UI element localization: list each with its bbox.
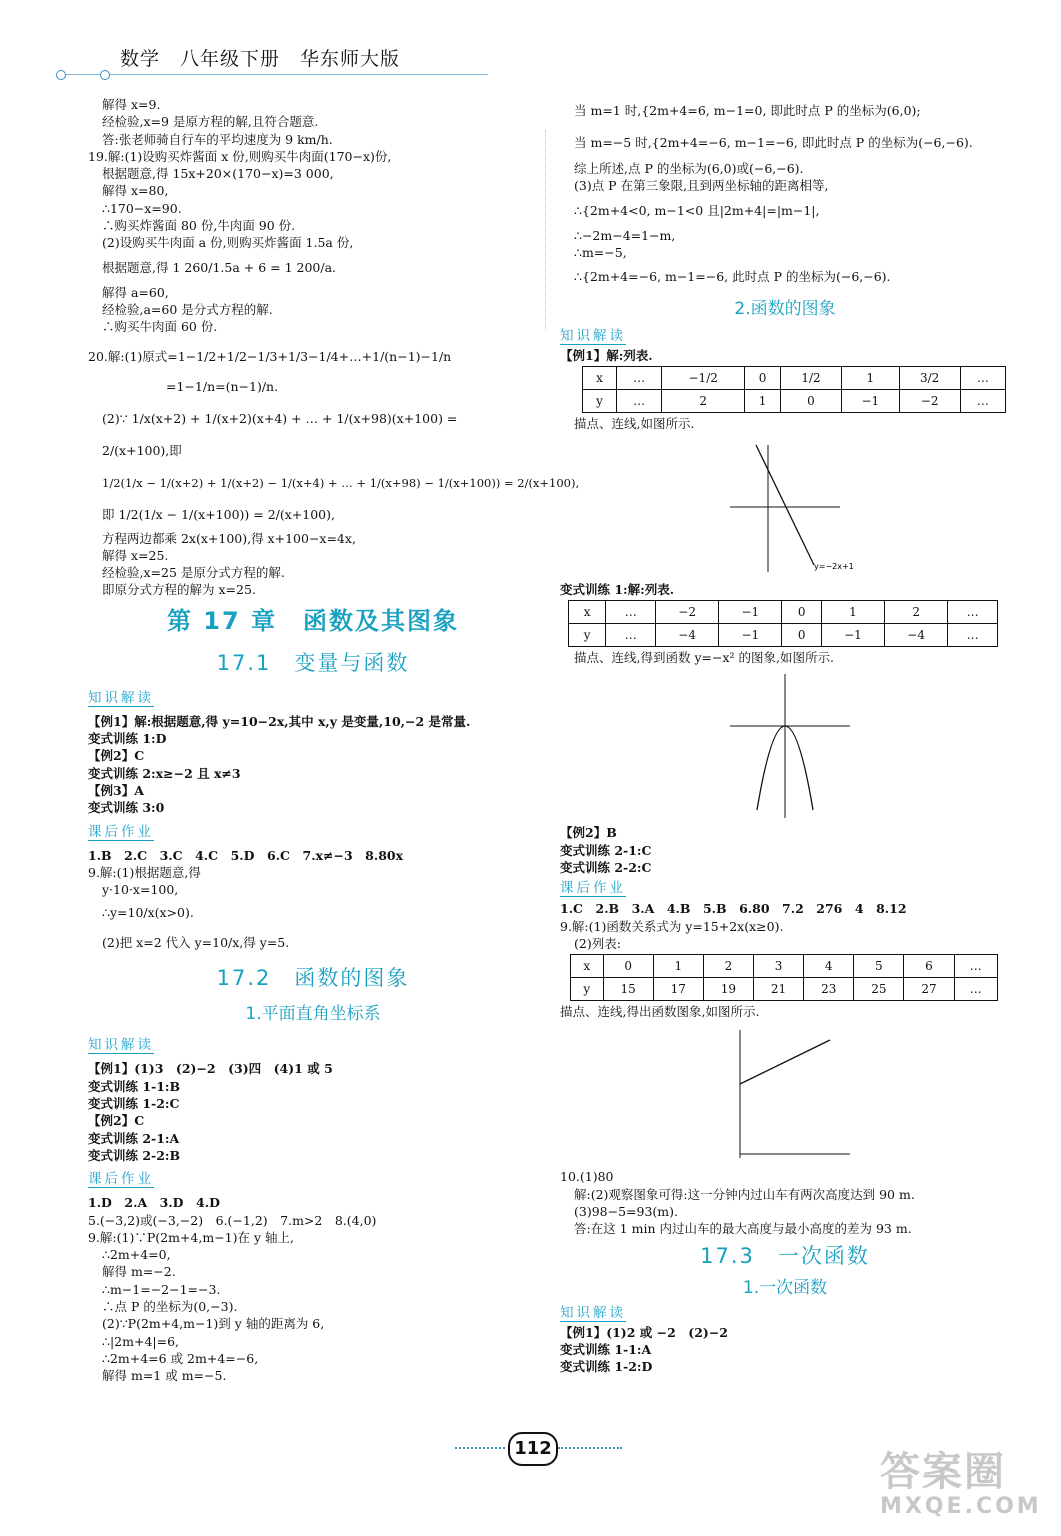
table-cell: −2 [656,601,719,624]
table-cell: … [617,390,662,413]
text-line: 变式训练 2-1:A [88,1130,180,1146]
table-row [569,601,998,624]
table-cell: y [569,624,606,647]
text-line: =1−1/n=(n−1)/n. [166,378,279,394]
text-line: 【例1】解:根据题意,得 y=10−2x,其中 x,y 是变量,10,−2 是常量. [88,713,471,729]
text-line: (2)∵P(2m+4,m−1)到 y 轴的距离为 6, [102,1316,325,1332]
text-line: 解得 m=1 或 m=−5. [102,1368,227,1384]
text-line: 9.解:(1)函数关系式为 y=15+2x(x≥0). [560,918,784,934]
text-line: 变式训练 2:x≥−2 且 x≠3 [88,765,241,781]
text-line: ∴2m+4=6 或 2m+4=−6, [102,1350,259,1366]
subsection-title: 1.平面直角坐标系 [245,1004,381,1025]
text-line: 描点、连线,如图所示. [574,416,695,432]
text-line: ∴{2m+4<0, m−1<0 且|2m+4|=|m−1|, [574,202,820,218]
text-line: 解得 a=60, [102,284,169,300]
watermark [880,1450,1050,1530]
homework-heading [88,817,538,847]
text-line: (3)98−5=93(m). [574,1204,678,1220]
q20 [88,342,580,599]
table-cell: … [960,367,1005,390]
text-line: (3)点 P 在第三象限,且到两坐标轴的距离相等, [574,178,829,194]
text-line: ∴购买牛肉面 60 份. [102,319,218,335]
s171-examples [88,713,538,817]
table-cell: 0 [782,601,821,624]
text-line: ∴点 P 的坐标为(0,−3). [102,1298,238,1314]
text-line: 即原分式方程的解为 x=25. [102,582,256,598]
knowledge-heading [88,683,538,713]
s172-examples [88,1060,538,1164]
page-header-title: 数学 八年级下册 华东师大版 [120,48,401,70]
knowledge-heading [560,1302,1010,1324]
table-cell: 1 [842,367,900,390]
text-line: 答:在这 1 min 内过山车的最大高度与最小高度的差为 93 m. [574,1221,912,1237]
table-row [571,978,998,1001]
text-line: 1/2(1/x − 1/(x+2) + 1/(x+2) − 1/(x+4) + … + 1/(x+98) − 1/(x+100)) = 2/(x+100), [102,475,580,490]
text-line: 1.D 2.A 3.D 4.D [88,1195,220,1211]
table-cell: −4 [656,624,719,647]
table-cell: 4 [804,955,854,978]
subsection-title: 2.函数的图象 [734,299,836,320]
table-cell: x [583,367,617,390]
table-row [569,624,998,647]
text-line: 【例2】C [88,1113,145,1129]
text-line: 描点、连线,得出函数图象,如图所示. [560,1004,760,1020]
table-cell: y [571,978,604,1001]
text-line: 变式训练 1-2:C [88,1096,180,1112]
table-cell: … [606,601,656,624]
table-cell: 2 [703,955,753,978]
text-line: 方程两边都乘 2x(x+100),得 x+100−x=4x, [102,530,356,546]
table-cell: 3/2 [899,367,960,390]
table-cell: y [583,390,617,413]
text-line: ∴170−x=90. [102,200,182,216]
table-row [571,955,998,978]
table-cell: 3 [754,955,804,978]
text-line: 解得 x=25. [102,547,169,563]
text-line: 1.C 2.B 3.A 4.B 5.B 6.80 7.2 276 4 8.12 [560,901,907,917]
table-cell: … [948,624,998,647]
text-line: y·10·x=100, [102,882,179,898]
table-cell: 5 [854,955,904,978]
text-line: 2/(x+100),即 [102,442,182,458]
text-line: 变式训练 1:解:列表. [560,581,675,597]
text-line: 变式训练 1-1:A [560,1341,652,1357]
text-line: 变式训练 2-1:C [560,842,652,858]
page-number: 112 [508,1432,558,1466]
table-cell: x [569,601,606,624]
table-cell: 17 [653,978,703,1001]
line-y-2x-1 [756,445,814,565]
heading-text: 知识解读 [88,1037,154,1054]
text-line: 即 1/2(1/x − 1/(x+100)) = 2/(x+100), [102,506,335,522]
heading-text: 课后作业 [88,1171,154,1188]
subsection-title: 1.一次函数 [742,1277,828,1298]
table-cell: 1 [821,601,884,624]
heading-text: 课后作业 [560,880,626,897]
table-cell: −1 [719,624,782,647]
table-cell: 1/2 [780,367,841,390]
table-row [583,367,1006,390]
table-cell: 0 [745,367,781,390]
text-line: 20.解:(1)原式=1−1/2+1/2−1/3+1/3−1/4+…+1/(n−1)−1/n [88,348,452,364]
table-cell: x [571,955,604,978]
section-title-17-2: 17.2 函数的图象 [216,966,410,991]
table-cell: … [960,390,1005,413]
homework-heading [560,876,1010,900]
table-cell: 0 [603,955,653,978]
text-line: 变式训练 1:D [88,731,167,747]
text-line: ∴y=10/x(x>0). [102,905,194,921]
table-cell: −1 [821,624,884,647]
left-column [88,96,580,1384]
text-line: 解:(2)观察图象可得:这一分钟内过山车有两次高度达到 90 m. [574,1186,915,1202]
text-line: 答:张老师骑自行车的平均速度为 9 km/h. [102,131,333,147]
table-cell: 19 [703,978,753,1001]
table-cell: −1 [719,601,782,624]
text-line: 【例2】B [560,825,617,841]
text-line: 19.解:(1)设购买炸酱面 x 份,则购买牛肉面(170−x)份, [88,148,392,164]
watermark-text: 答案圈 [880,1449,1006,1495]
table-row [583,390,1006,413]
text-line: 变式训练 2-2:B [88,1147,181,1163]
value-table-1 [582,366,1006,413]
right-column [560,96,1010,1376]
text-line: 9.解:(1)根据题意,得 [88,864,201,880]
table-cell: … [954,955,997,978]
header-dot [100,70,110,80]
table-cell: 23 [804,978,854,1001]
page-number-rule [455,1447,505,1449]
text-line: 变式训练 1-1:B [88,1078,181,1094]
text-line: 【例3】A [88,782,144,798]
text-line: 10.(1)80 [560,1169,614,1185]
table-cell: 1 [745,390,781,413]
text-line: 根据题意,得 1 260/1.5a + 6 = 1 200/a. [102,259,336,275]
text-line: 经检验,x=9 是原方程的解,且符合题意. [102,114,319,130]
text-line: 解得 x=9. [102,97,161,112]
text-line: (2)设购买牛肉面 a 份,则购买炸酱面 1.5a 份, [102,235,354,251]
graph-parabola [560,670,1000,820]
text-line: 9.解:(1)∵P(2m+4,m−1)在 y 轴上, [88,1229,294,1245]
heading-text: 知识解读 [560,328,626,345]
text-line: 变式训练 3:0 [88,800,165,816]
text-line: (2)列表: [574,935,621,951]
text-line: 经检验,a=60 是分式方程的解. [102,301,273,317]
text-line: ∴2m+4=0, [102,1247,171,1263]
table-cell: 0 [782,624,821,647]
text-line: 解得 m=−2. [102,1264,176,1280]
s171-homework [88,847,538,959]
header-dot [56,70,66,80]
page-number-rule [558,1447,622,1449]
heading-text: 知识解读 [88,689,154,706]
text-line: 当 m=−5 时,{2m+4=−6, m−1=−6, 即此时点 P 的坐标为(−6,−6). [574,135,973,150]
text-line: ∴m=−5, [574,244,627,260]
chapter-title: 第 17 章 函数及其图象 [166,606,460,635]
text-line: ∴|2m+4|=6, [102,1333,180,1349]
table-cell: 15 [603,978,653,1001]
text-line: 5.(−3,2)或(−3,−2) 6.(−1,2) 7.m>2 8.(4,0) [88,1212,377,1228]
text-line: 【例1】(1)3 (2)−2 (3)四 (4)1 或 5 [88,1061,333,1077]
q18-tail [88,96,538,148]
table-cell: −2 [899,390,960,413]
table-cell: 6 [904,955,954,978]
text-line: 【例2】C [88,748,145,764]
table-cell: … [948,601,998,624]
table-cell: 0 [780,390,841,413]
text-line: ∴{2m+4=−6, m−1=−6, 此时点 P 的坐标为(−6,−6). [574,269,891,285]
section-title-17-3: 17.3 一次函数 [700,1243,870,1268]
value-table-3 [570,954,998,1001]
text-line: 1.B 2.C 3.C 4.C 5.D 6.C 7.x≠−3 8.80x [88,847,404,863]
heading-text: 课后作业 [88,823,154,840]
text-line: 当 m=1 时,{2m+4=6, m−1=0, 即此时点 P 的坐标为(6,0); [574,103,921,118]
table-cell: … [606,624,656,647]
homework-heading [88,1164,538,1194]
text-line: 变式训练 1-2:D [560,1359,653,1375]
text-line: (2)把 x=2 代入 y=10/x,得 y=5. [102,935,290,951]
table-cell: … [954,978,997,1001]
s173-examples [560,1324,1010,1376]
line-y-15-2x [740,1040,830,1084]
table-cell: −4 [885,624,948,647]
table-cell: −1 [842,390,900,413]
text-line: 解得 x=80, [102,183,169,199]
s172-homework [88,1194,538,1384]
text-line: ∴购买炸酱面 80 份,牛肉面 90 份. [102,218,296,234]
section-title-17-1: 17.1 变量与函数 [216,650,410,675]
graph-label: y=−2x+1 [814,561,854,571]
table-cell: 2 [662,390,745,413]
watermark-url: MXQE.COM [880,1494,1042,1519]
table-cell: 21 [754,978,804,1001]
text-line: 经检验,x=25 是原分式方程的解. [102,565,285,581]
text-line: ∴m−1=−2−1=−3. [102,1281,221,1297]
heading-text: 知识解读 [560,1304,626,1321]
table-cell: … [617,367,662,390]
text-line: (2)∵ 1/x(x+2) + 1/(x+2)(x+4) + … + 1/(x+98)(x+100) = [102,410,458,426]
text-line: 根据题意,得 15x+20×(170−x)=3 000, [102,166,334,182]
table-cell: −1/2 [662,367,745,390]
table-cell: 2 [885,601,948,624]
table-cell: 25 [854,978,904,1001]
graph-y-15-2x [560,1024,1000,1164]
text-line: 【例1】解:列表. [560,348,653,364]
example-2 [560,824,1010,876]
text-line: 描点、连线,得到函数 y=−x² 的图象,如图所示. [574,650,834,666]
q19 [88,148,538,336]
knowledge-heading [88,1030,538,1060]
knowledge-heading [560,325,1010,347]
table-cell: 1 [653,955,703,978]
header-rule [58,74,488,75]
text-line: 变式训练 2-2:C [560,859,652,875]
text-line: 【例1】(1)2 或 −2 (2)−2 [560,1324,728,1340]
table-cell: 27 [904,978,954,1001]
column-divider [545,130,546,330]
value-table-2 [568,600,998,647]
text-line: ∴−2m−4=1−m, [574,227,676,243]
graph-linear [560,437,1000,577]
text-line: 综上所述,点 P 的坐标为(6,0)或(−6,−6). [574,161,804,176]
